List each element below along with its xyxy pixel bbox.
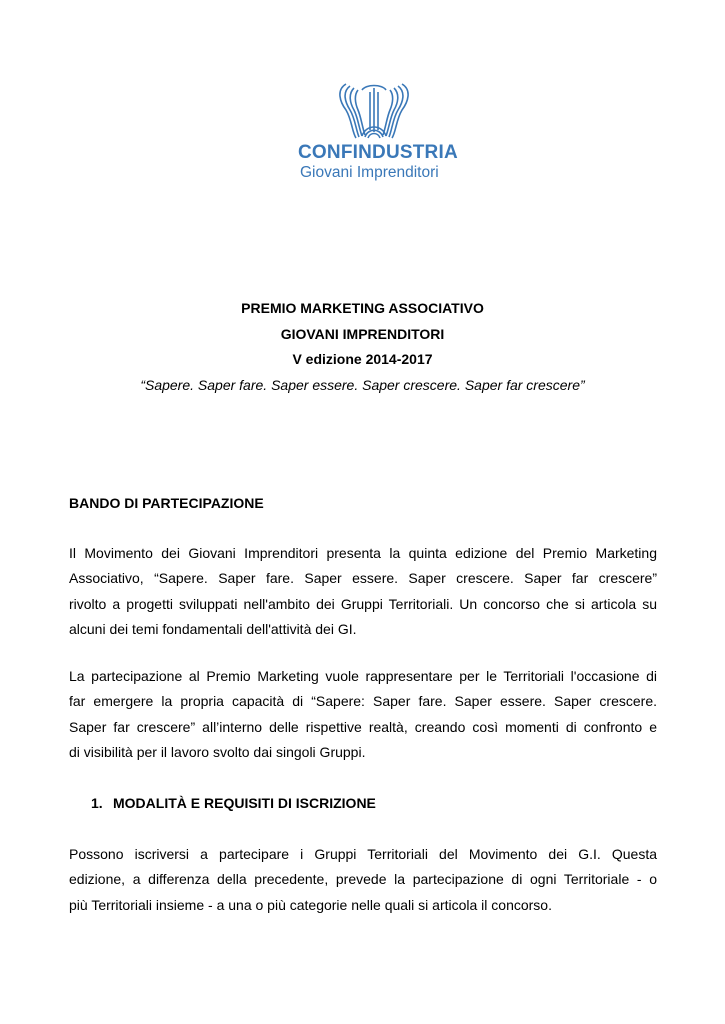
paragraph-2 [69, 664, 657, 765]
paragraph-1-line: alcuni dei temi fondamentali dell'attività dei GI. [69, 620, 357, 637]
paragraph-1-line: rivolto a progetti sviluppati nell'ambito dei Gruppi Territoriali. Un concorso che si articola su [69, 595, 657, 612]
paragraph-3-line: Possono iscriversi a partecipare i Gruppi Territoriali del Movimento dei G.I. Questa [69, 846, 657, 862]
heading-text: MODALITÀ E REQUISITI DI ISCRIZIONE [113, 795, 376, 811]
paragraph-2-line: far emergere la propria capacità di “Sapere: Saper fare. Saper essere. Saper crescere. [69, 693, 657, 710]
paragraph-3-line: più Territoriali insieme - a una o più categorie nelle quali si articola il concorso. [69, 896, 552, 913]
heading-number: 1. [91, 795, 103, 811]
paragraph-1-line: Il Movimento dei Giovani Imprenditori presenta la quinta edizione del Premio Marketing [69, 545, 657, 561]
paragraph-2-line: Saper far crescere” all’interno delle rispettive realtà, creando così momenti di confronto e [69, 718, 657, 735]
paragraph-2-line: La partecipazione al Premio Marketing vuole rappresentare per le Territoriali l'occasione di [69, 668, 657, 684]
paragraph-3 [69, 842, 657, 918]
title-line-1: PREMIO MARKETING ASSOCIATIVO [241, 300, 484, 316]
paragraph-2-line: di visibilità per il lavoro svolto dai singoli Gruppi. [69, 743, 366, 760]
title-line-2: GIOVANI IMPRENDITORI [280, 326, 445, 342]
section-heading: BANDO DI PARTECIPAZIONE [69, 495, 264, 511]
title-motto: “Sapere. Saper fare. Saper essere. Saper crescere. Saper far crescere” [140, 377, 585, 393]
title-line-3: V edizione 2014-2017 [292, 351, 433, 367]
logo-subtitle: Giovani Imprenditori [300, 164, 439, 181]
paragraph-1 [69, 541, 657, 642]
paragraph-3-line: edizione, a differenza della precedente, prevede la partecipazione di ogni Territoriale - o [69, 871, 657, 888]
numbered-heading [91, 794, 376, 812]
paragraph-1-line: Associativo, “Sapere. Saper fare. Saper essere. Saper crescere. Saper far crescere” [69, 570, 657, 587]
logo-wordmark: CONFINDUSTRIA [298, 142, 458, 163]
